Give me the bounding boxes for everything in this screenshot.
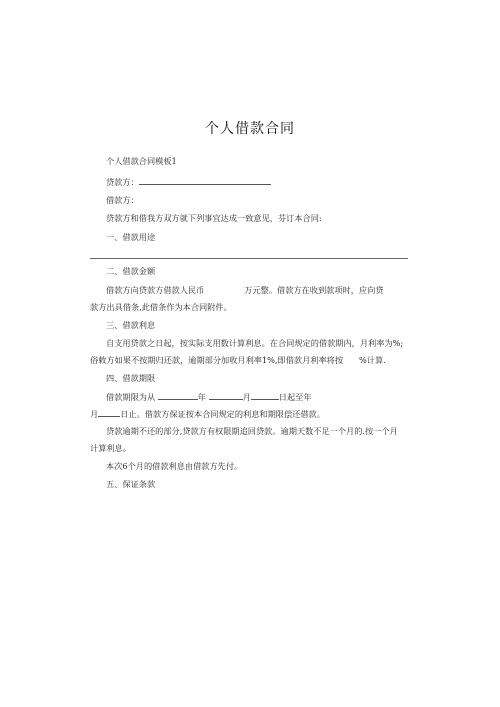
section3-line1: 自支用贷款之日起，按实际支用数计算利息。在合同规定的借款期内，月利率为%; <box>106 338 404 348</box>
month-blank <box>209 391 243 400</box>
term-from-label: 借款期限为从 <box>106 392 156 402</box>
day-blank <box>251 391 279 400</box>
section4-line1 <box>106 391 312 402</box>
section3-text-a: 俗敕方如果不按期归还款，逾期部分加收月利率1%,即借款月利率将按 <box>90 355 344 365</box>
section4-line5: 本次6个月的借款利息由借款方先付。 <box>106 461 243 471</box>
section4-line3: 贷款逾期不还的部分,贷款方有权限期追回贷款。逾期天数不足一个月的.按一个月 <box>106 426 398 436</box>
section2-line1 <box>106 285 383 295</box>
section1-divider <box>90 258 408 259</box>
document-title: 个人借款合同 <box>205 121 295 137</box>
section3-heading: 三、借款利息 <box>106 320 156 330</box>
end-text: 日止。借款方保证按本合同规定的利息和期限偿还借款。 <box>120 409 325 419</box>
section2-line2: 款方出具借条,此借条作为本合同附件。 <box>90 302 232 312</box>
section2-text-b: 万元整。借款方在收到款项时，应向贷 <box>244 285 384 295</box>
section1-heading: 一、借款用途 <box>106 232 156 242</box>
month-label: 月 <box>242 392 251 402</box>
year-blank <box>158 391 198 400</box>
intro-text: 贷款方和借我方双方就下列事宜达成一致意见，芬订本合同: <box>106 213 322 223</box>
borrower-label: 借款方： <box>106 195 139 205</box>
section4-line2 <box>90 408 325 419</box>
lender-line <box>106 176 271 187</box>
template-name: 个人借款合同模板1 <box>106 156 177 166</box>
section2-text-a: 借款方向贷款方借款人民币 <box>106 285 205 295</box>
section2-heading: 二、借款金额 <box>106 266 156 276</box>
end-day-blank <box>98 408 120 417</box>
section4-heading: 四、借款期限 <box>106 373 156 383</box>
section4-line4: 计算利息。 <box>90 443 131 453</box>
lender-label: 贷款方： <box>106 177 139 187</box>
lender-blank <box>139 176 271 185</box>
end-month-label: 月 <box>90 409 99 419</box>
section5-heading: 五、保证条款 <box>106 479 156 489</box>
day-to-label: 日起至年 <box>278 392 312 402</box>
section3-line2 <box>90 355 386 365</box>
section3-text-b: %计算. <box>359 355 386 365</box>
year-label: 年 <box>197 392 206 402</box>
